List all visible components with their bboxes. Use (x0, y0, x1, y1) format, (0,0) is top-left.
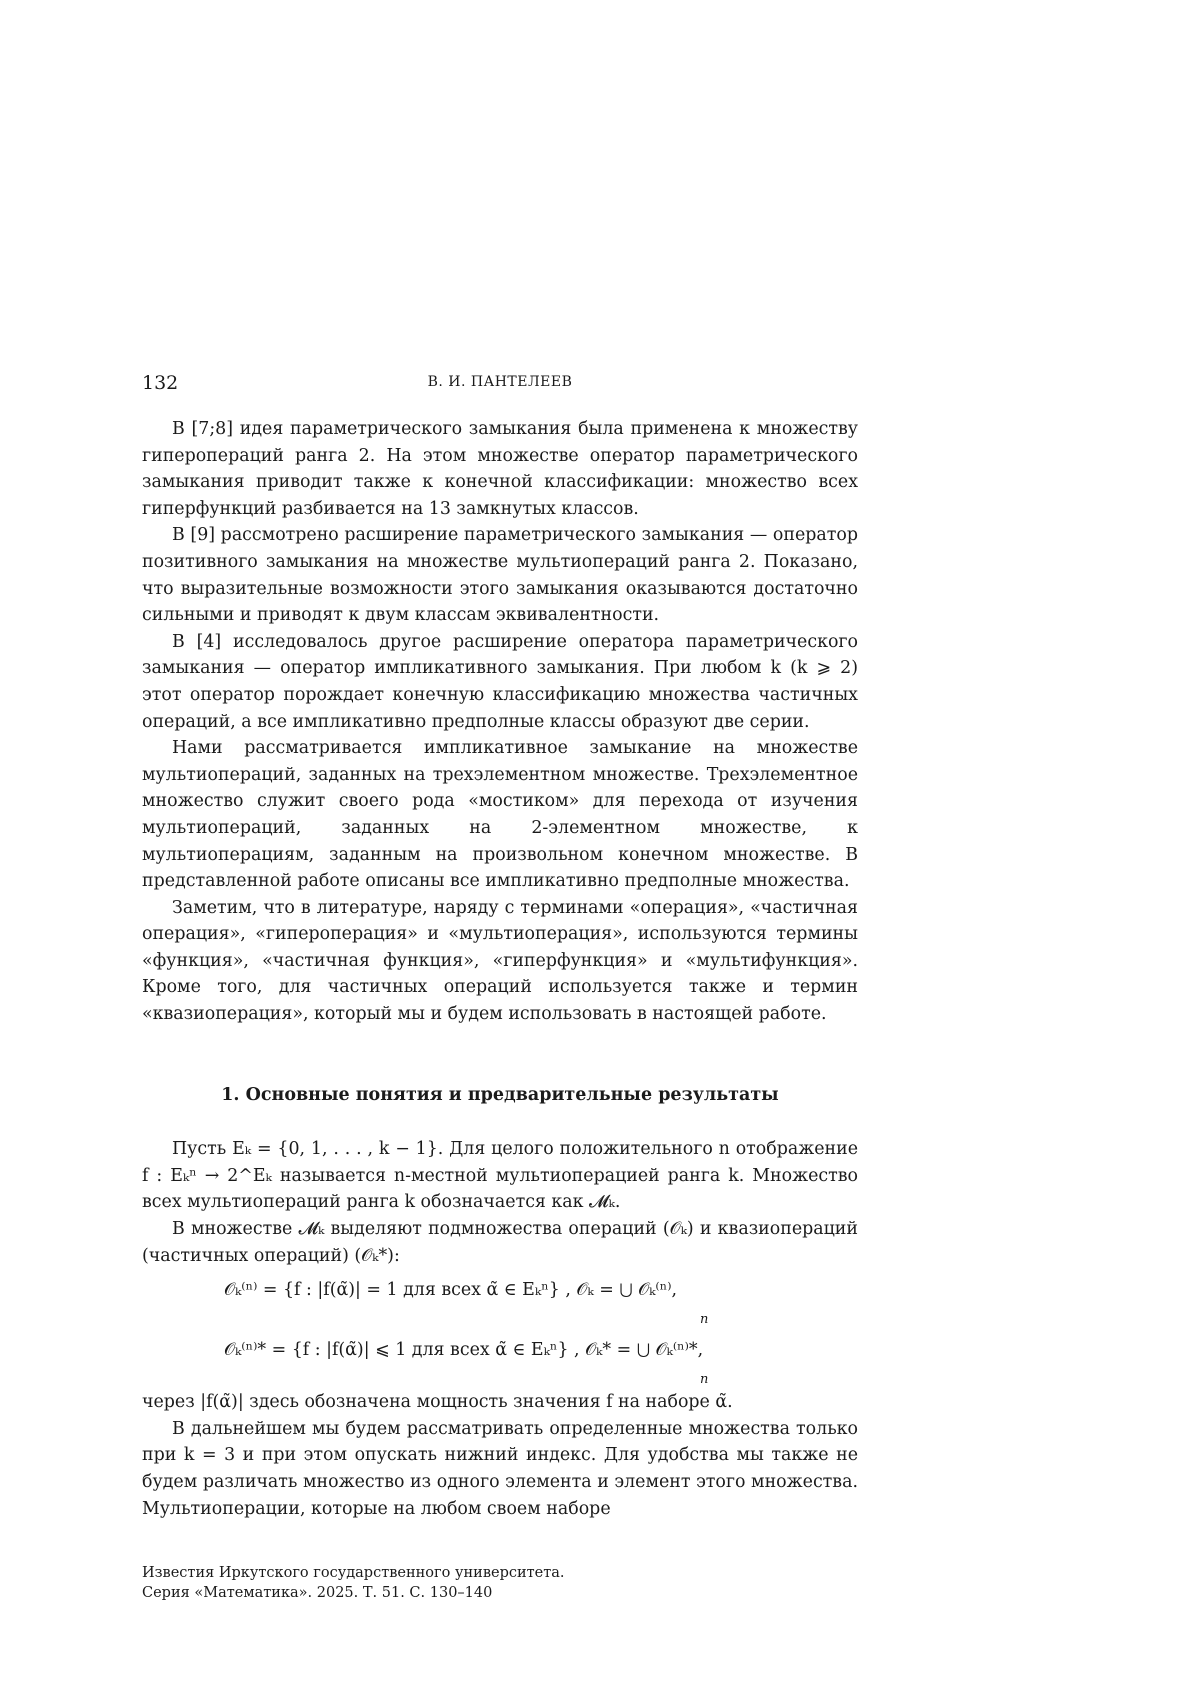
paragraph: Пусть Eₖ = {0, 1, . . . , k − 1}. Для целого положительного n отображение f : Eₖⁿ → 2^Eₖ называется n-местной мультиоперацией ранга k. Множество всех мультиопераций ранга k обозначается как 𝓜ₖ. (142, 1139, 858, 1213)
page (142, 372, 858, 1522)
running-head (142, 372, 858, 398)
union-index: n (700, 1372, 709, 1388)
formula-operations (142, 1269, 858, 1329)
formula-text: 𝒪ₖ⁽ⁿ⁾ = {f : |f(α̃)| = 1 для всех α̃ ∈ Eₖⁿ} , 𝒪ₖ = ⋃ 𝒪ₖ⁽ⁿ⁾, (224, 1280, 678, 1301)
formula-text: 𝒪ₖ⁽ⁿ⁾* = {f : |f(α̃)| ⩽ 1 для всех α̃ ∈ Eₖⁿ} , 𝒪ₖ* = ⋃ 𝒪ₖ⁽ⁿ⁾*, (224, 1340, 704, 1361)
paragraph: через |f(α̃)| здесь обозначена мощность значения f на наборе α̃. (142, 1392, 733, 1413)
formula-quasioperations (142, 1329, 858, 1389)
paragraph: В множестве 𝓜ₖ выделяют подмножества операций (𝒪ₖ) и квазиопераций (частичных операций) (𝒪ₖ*): (142, 1219, 858, 1266)
running-author: В. И. ПАНТЕЛЕЕВ (427, 374, 573, 390)
union-index: n (700, 1312, 709, 1328)
paragraph: В дальнейшем мы будем рассматривать определенные множества только при k = 3 и при этом опускать нижний индекс. Для удобства мы также не будем различать множество из одного элемента и элемент этого множества. Мультиоперации, которые на любом своем наборе (142, 1418, 858, 1519)
paragraph: Заметим, что в литературе, наряду с терминами «операция», «частичная операция», «гипероперация» и «мультиоперация», используются термины «функция», «частичная функция», «гиперфункция» и «мультифункция». Кроме того, для частичных операций используется также и термин «квазиоперация», который мы и будем использовать в настоящей работе. (142, 897, 858, 1025)
footer-series: Серия «Математика». 2025. Т. 51. С. 130–140 (142, 1585, 493, 1601)
paragraph: Нами рассматривается импликативное замыкание на множестве мультиопераций, заданных на трехэлементном множестве. Трехэлементное множество служит своего рода «мостиком» для перехода от изучения мультиопераций, заданных на 2-элементном множестве, к мультиоперациям, заданным на произвольном конечном множестве. В представленной работе описаны все импликативно предполные множества. (142, 738, 858, 892)
footer-journal: Известия Иркутского государственного университета. (142, 1565, 565, 1581)
paragraph: В [9] рассмотрено расширение параметрического замыкания — оператор позитивного замыкания на множестве мультиопераций ранга 2. Показано, что выразительные возможности этого замыкания оказываются достаточно сильными и приводят к двум классам эквивалентности. (142, 525, 858, 626)
page-number: 132 (142, 372, 179, 394)
journal-footer (142, 1563, 565, 1603)
paragraph: В [7;8] идея параметрического замыкания была применена к множеству гиперопераций ранга 2. На этом множестве оператор параметрического замыкания приводит также к конечной классификации: множество всех гиперфункций разбивается на 13 замкнутых классов. (142, 419, 858, 519)
paragraph: В [4] исследовалось другое расширение оператора параметрического замыкания — оператор импликативного замыкания. При любом k (k ⩾ 2) этот оператор порождает конечную классификацию множества частичных операций, а все импликативно предполные классы образуют две серии. (142, 631, 858, 732)
section-heading: 1. Основные понятия и предварительные результаты (221, 1084, 779, 1105)
article-body (142, 416, 858, 1522)
